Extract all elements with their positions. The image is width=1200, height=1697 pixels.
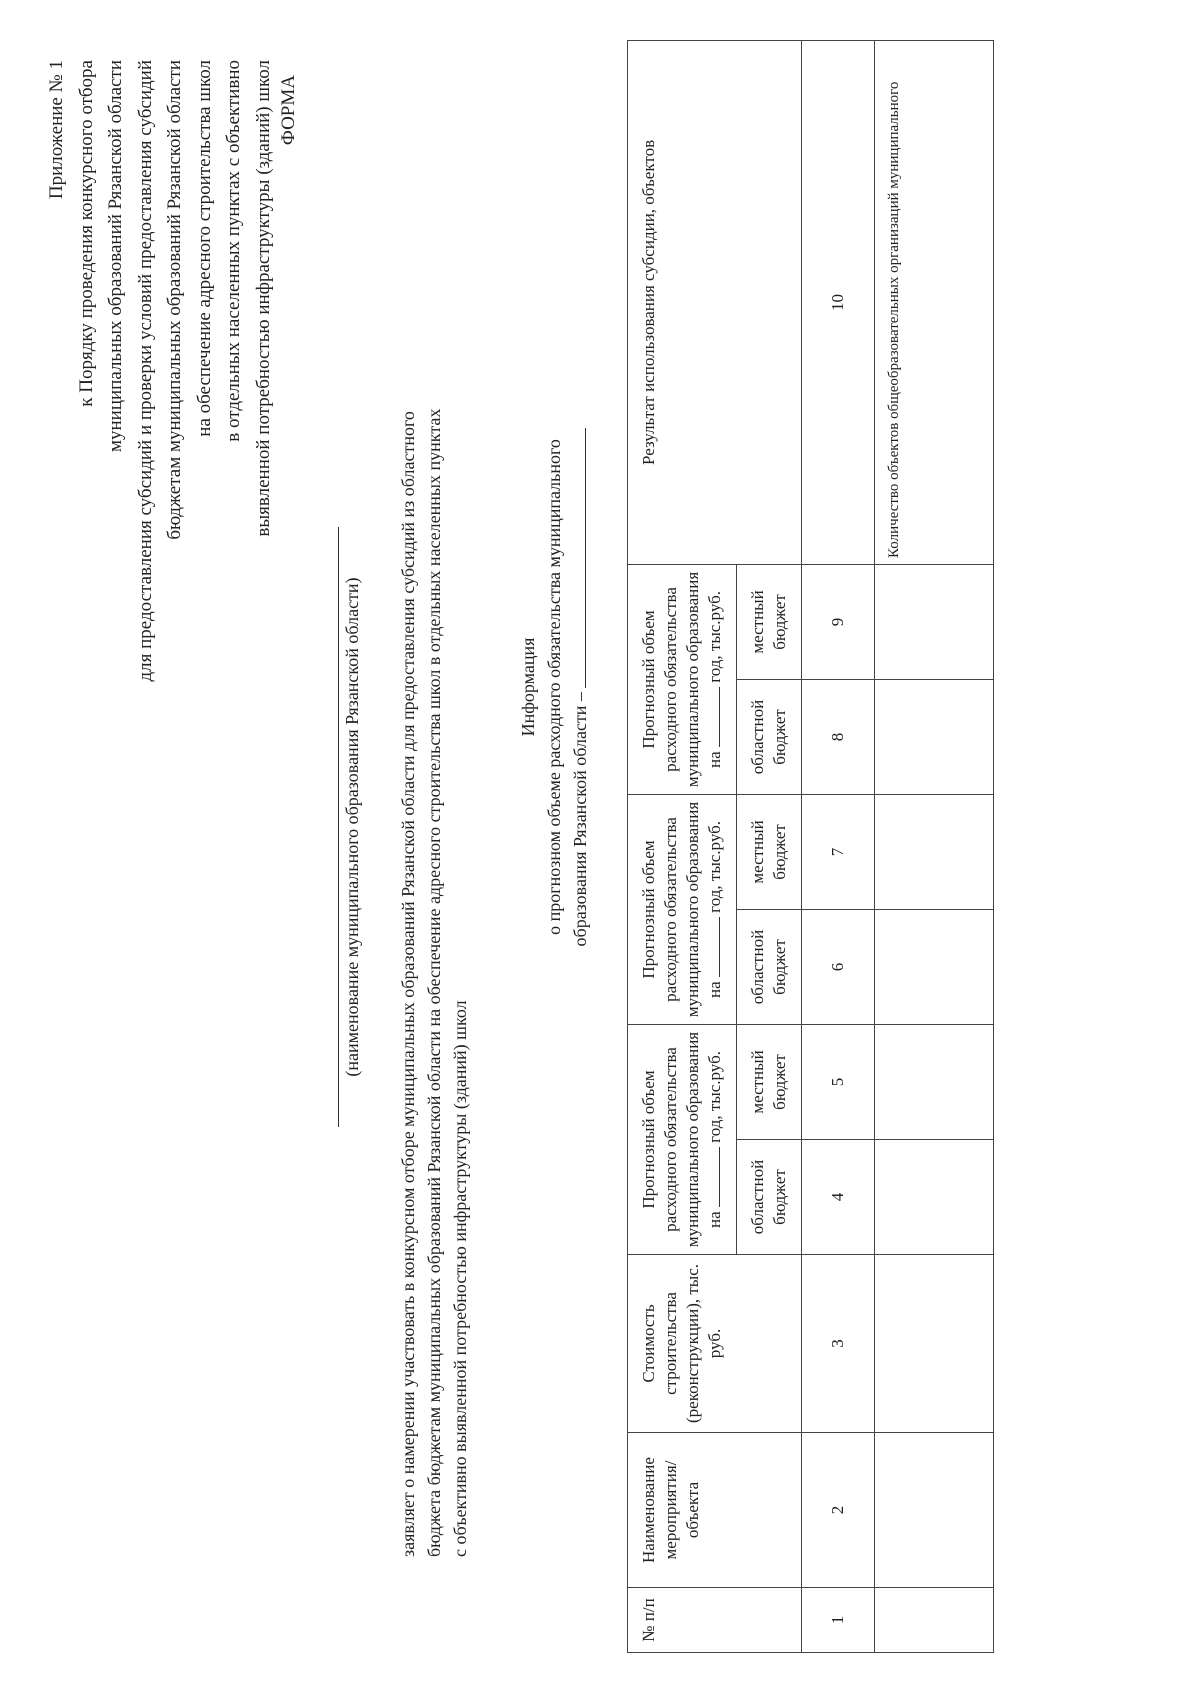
annex-line: бюджетам муниципальных образований Рязанской области — [164, 60, 185, 540]
table-row — [875, 40, 994, 1652]
column-numbers-row — [802, 40, 875, 1652]
info-line-prefix: образования Рязанской области – — [570, 692, 590, 947]
subheader-regional: областной бюджет — [737, 679, 802, 794]
annex-header — [42, 60, 278, 880]
intro-line: бюджета бюджетам муниципальных образований Рязанской области на обеспечение адресного строительства школ в отдельных населенных пунктах — [424, 408, 444, 1557]
annex-line: в отдельных населенных пунктах с объективно — [223, 60, 244, 442]
header-name: Наименование мероприятия/ объекта — [628, 1433, 802, 1588]
info-title: Информация — [518, 637, 538, 737]
info-line: о прогнозном объеме расходного обязательства муниципального — [544, 439, 564, 935]
column-number: 10 — [802, 40, 875, 564]
annex-line: для предоставления субсидий и проверки условий предоставления субсидий — [134, 60, 156, 682]
municipality-caption: (наименование муниципального образования Рязанской области) — [342, 577, 362, 1077]
column-number: 2 — [802, 1433, 875, 1588]
result-cell: Количество объектов общеобразовательных организаций муниципального — [875, 40, 994, 564]
column-number: 4 — [802, 1140, 875, 1255]
table-header-row — [628, 40, 737, 1652]
subheader-local: местный бюджет — [737, 564, 802, 679]
subheader-regional: областной бюджет — [737, 1140, 802, 1255]
annex-line: выявленной потребностью инфраструктуры (зданий) школ — [252, 60, 274, 537]
header-forecast-3: Прогнозный объем расходного обязательства муниципального образования на год, тыс.руб. — [628, 564, 737, 794]
intro-paragraph — [395, 37, 473, 1557]
subheader-regional: областной бюджет — [737, 909, 802, 1024]
column-number: 3 — [802, 1255, 875, 1433]
municipality-blank — [569, 428, 586, 688]
form-label: ФОРМА — [278, 75, 299, 146]
header-forecast-1: Прогнозный объем расходного обязательства муниципального образования на год, тыс.руб. — [628, 1024, 737, 1254]
column-number: 7 — [802, 794, 875, 909]
header-num: № п/п — [628, 1588, 802, 1653]
intro-line: с объективно выявленной потребностью инфраструктуры (зданий) школ — [450, 1000, 470, 1557]
header-cost: Стоимость строительства (реконструкции), тыс. руб. — [628, 1255, 802, 1433]
annex-line: к Порядку проведения конкурсного отбора — [75, 60, 97, 407]
column-number: 5 — [802, 1024, 875, 1139]
cell-empty — [875, 679, 994, 794]
forecast-table — [627, 40, 994, 1653]
cell-empty — [875, 564, 994, 679]
column-number: 8 — [802, 679, 875, 794]
header-forecast-2: Прогнозный объем расходного обязательства муниципального образования на год, тыс.руб. — [628, 794, 737, 1024]
cell-empty — [875, 794, 994, 909]
annex-line: на обеспечение адресного строительства школ — [193, 60, 215, 437]
column-number: 1 — [802, 1588, 875, 1653]
annex-line: муниципальных образований Рязанской области — [105, 60, 126, 453]
info-line — [567, 247, 593, 1127]
cell-empty — [875, 1588, 994, 1653]
cell-empty — [875, 1140, 994, 1255]
info-heading — [515, 247, 593, 1127]
cell-empty — [875, 909, 994, 1024]
column-number: 6 — [802, 909, 875, 1024]
municipality-name-blank — [338, 527, 339, 1127]
cell-empty — [875, 1024, 994, 1139]
column-number: 9 — [802, 564, 875, 679]
cell-empty — [875, 1255, 994, 1433]
annex-line: Приложение № 1 — [46, 60, 67, 200]
subheader-local: местный бюджет — [737, 794, 802, 909]
cell-empty — [875, 1433, 994, 1588]
intro-line: заявляет о намерении участвовать в конкурсном отборе муниципальных образований Рязанской области для предоставления субсидий из областного — [398, 411, 418, 1557]
header-result: Результат использования субсидии, объектов — [628, 40, 802, 564]
subheader-local: местный бюджет — [737, 1024, 802, 1139]
